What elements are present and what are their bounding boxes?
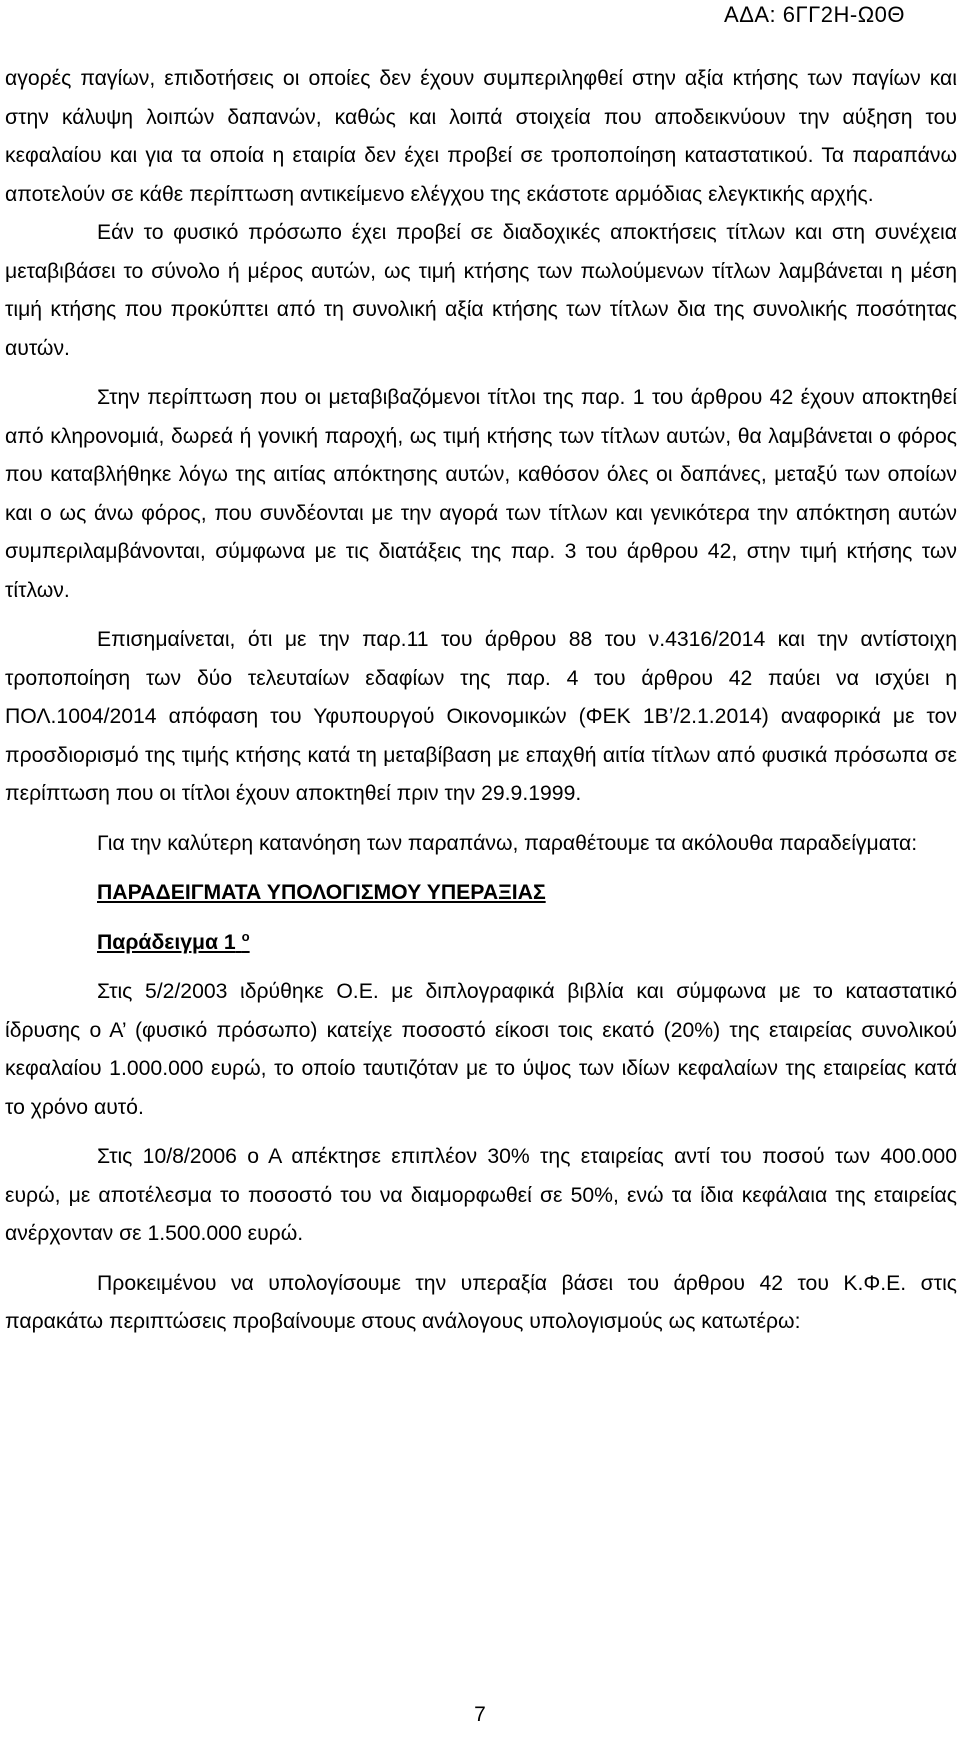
example-title bbox=[5, 924, 957, 963]
paragraph-assets-capital: αγορές παγίων, επιδοτήσεις οι οποίες δεν έχουν συμπεριληφθεί στην αξία κτήσης των παγίων και στην κάλυψη λοιπών δαπανών, καθώς και λοιπά στοιχεία που αποδεικνύουν την αύξηση του κεφαλαίου και για τα οποία η εταιρία δεν έχει προβεί σε τροποποίηση καταστατικού. Τα παραπάνω αποτελούν σε κάθε περίπτωση αντικείμενο ελέγχου της εκάστοτε αρμόδιας ελεγκτικής αρχής. bbox=[5, 67, 957, 206]
document-body bbox=[5, 60, 957, 1342]
example-title-superscript: ο bbox=[241, 928, 250, 944]
section-title: ΠΑΡΑΔΕΙΓΜΑΤΑ ΥΠΟΛΟΓΙΣΜΟΥ ΥΠΕΡΑΞΙΑΣ bbox=[97, 881, 546, 904]
document-code: ΑΔΑ: 6ΓΓ2Η-Ω0Θ bbox=[724, 2, 905, 27]
paragraph-additional-stake: Στις 10/8/2006 ο Α απέκτησε επιπλέον 30% της εταιρείας αντί του ποσού των 400.000 ευρώ, με αποτέλεσμα το ποσοστό του να διαμορφωθεί σε 50%, ενώ τα ίδια κεφάλαια της εταιρείας ανέρχονταν σε 1.500.000 ευρώ. bbox=[5, 1145, 957, 1245]
page-number: 7 bbox=[474, 1703, 486, 1726]
paragraph-inheritance-acquisition: Στην περίπτωση που οι μεταβιβαζόμενοι τίτλοι της παρ. 1 του άρθρου 42 έχουν αποκτηθεί από κληρονομιά, δωρεά ή γονική παροχή, ως τιμή κτήσης των τίτλων αυτών, θα λαμβάνεται ο φόρος που καταβλήθηκε λόγω της αιτίας απόκτησης αυτών, καθόσον όλες οι δαπάνες, μεταξύ των οποίων και ο ως άνω φόρος, που συνδέονται με την αγορά των τίτλων και γενικότερα την απόκτηση αυτών συμπεριλαμβάνονται, σύμφωνα με τις διατάξεις της παρ. 3 του άρθρου 42, στην τιμή κτήσης των τίτλων. bbox=[5, 386, 957, 602]
paragraph-company-founding: Στις 5/2/2003 ιδρύθηκε Ο.Ε. με διπλογραφικά βιβλία και σύμφωνα με το καταστατικό ίδρυσης ο Α’ (φυσικό πρόσωπο) κατείχε ποσοστό είκοσι τοις εκατό (20%) της εταιρείας συνολικού κεφαλαίου 1.000.000 ευρώ, το οποίο ταυτιζόταν με το ύψος των ιδίων κεφαλαίων της εταιρείας κατά το χρόνο αυτό. bbox=[5, 980, 957, 1119]
paragraph-successive-acquisitions: Εάν το φυσικό πρόσωπο έχει προβεί σε διαδοχικές αποκτήσεις τίτλων και στη συνέχεια μεταβιβάσει το σύνολο ή μέρος αυτών, ως τιμή κτήσης των πωλούμενων τίτλων λαμβάνεται η μέση τιμή κτήσης που προκύπτει από τη συνολική αξία κτήσης των τίτλων δια της συνολικής ποσότητας αυτών. bbox=[5, 221, 957, 360]
paragraph-law-amendment: Επισημαίνεται, ότι με την παρ.11 του άρθρου 88 του ν.4316/2014 και την αντίστοιχη τροποποίηση των δύο τελευταίων εδαφίων της παρ. 4 του άρθρου 42 παύει να ισχύει η ΠΟΛ.1004/2014 απόφαση του Υφυπουργού Οικονομικών (ΦΕΚ 1Β’/2.1.2014) αναφορικά με τον προσδιορισμό της τιμής κτήσης κατά τη μεταβίβαση με επαχθή αιτία τίτλων από φυσικά πρόσωπα σε περίπτωση που οι τίτλοι έχουν αποκτηθεί πριν την 29.9.1999. bbox=[5, 628, 957, 805]
paragraph-calculation-intro: Προκειμένου να υπολογίσουμε την υπεραξία βάσει του άρθρου 42 του Κ.Φ.Ε. στις παρακάτω περιπτώσεις προβαίνουμε στους ανάλογους υπολογισμούς ως κατωτέρω: bbox=[5, 1271, 957, 1333]
example-title-text: Παράδειγμα 1 bbox=[97, 930, 236, 954]
paragraph-examples-intro: Για την καλύτερη κατανόηση των παραπάνω, παραθέτουμε τα ακόλουθα παραδείγματα: bbox=[97, 831, 918, 855]
